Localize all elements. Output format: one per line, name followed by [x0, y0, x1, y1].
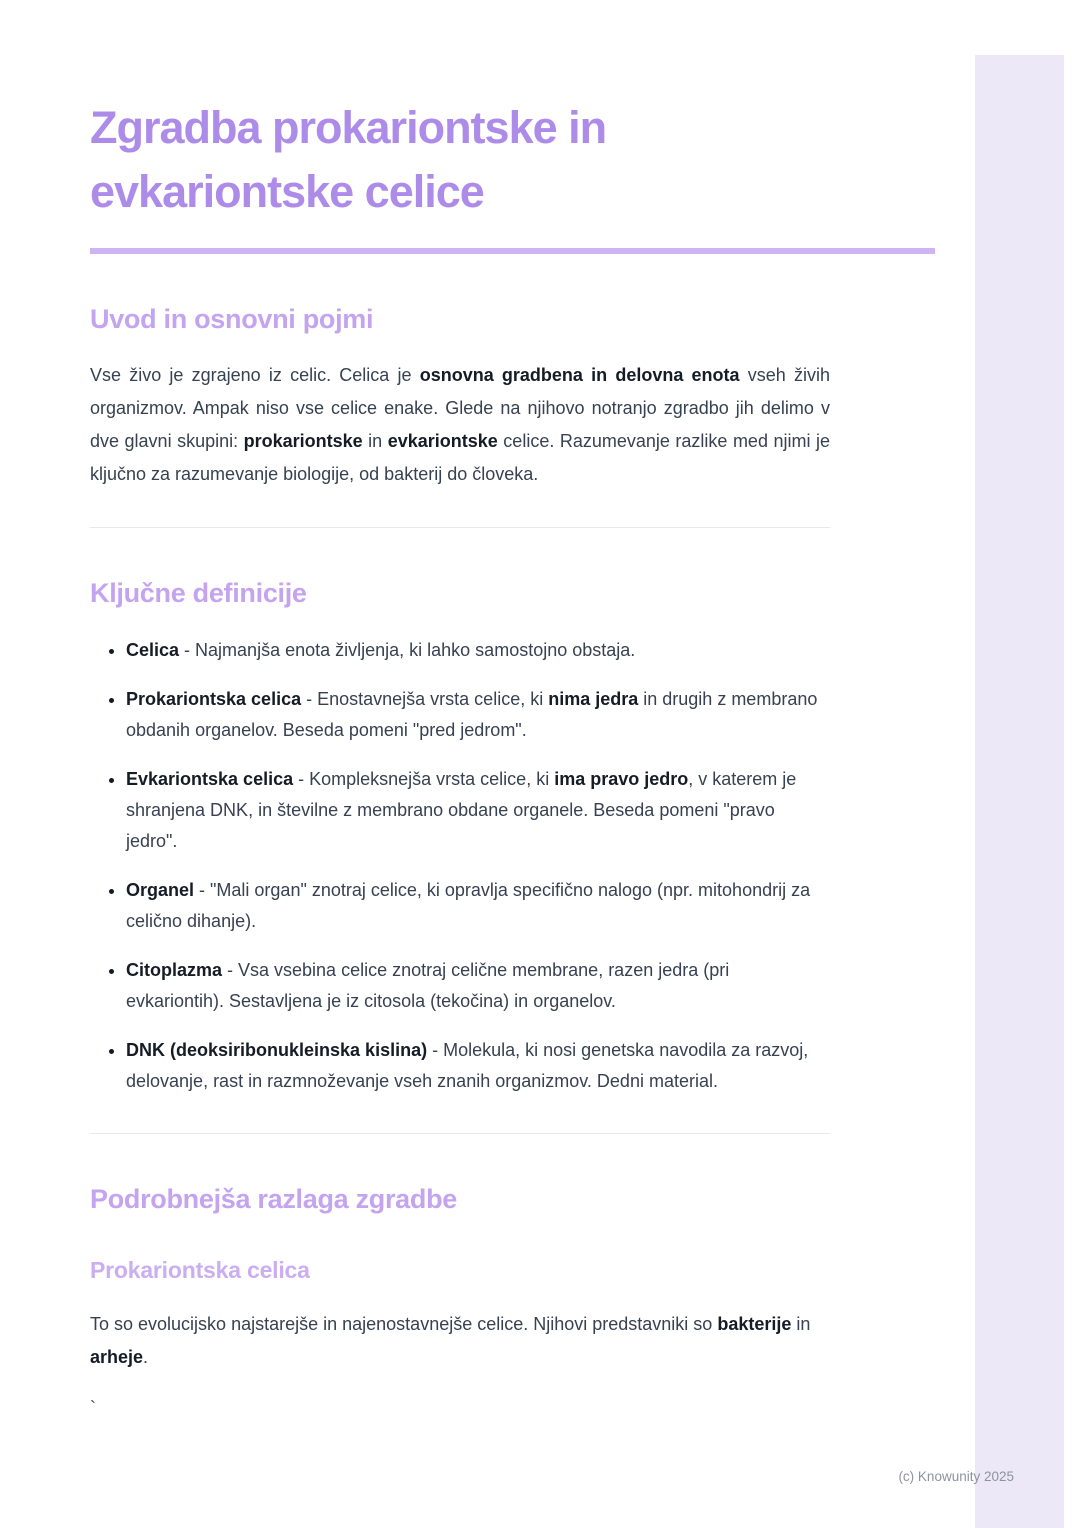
list-item-organel: • Organel - "Mali organ" znotraj celice, ki opravlja specifično nalogo (npr. mitohondrij za celično dihanje). — [126, 875, 830, 937]
page-title-line1: Zgradba prokariontske in — [90, 102, 607, 153]
list-item-dnk: • DNK (deoksiribonukleinska kislina) - Molekula, ki nosi genetska navodila za razvoj, delovanje, rast in razmnoževanje vseh znanih organizmov. Dedni material. — [126, 1035, 830, 1097]
definitions-list — [90, 635, 830, 1097]
subsection-heading-prokariontska: Prokariontska celica — [90, 1257, 310, 1283]
next-page-preview-strip — [975, 55, 1064, 1528]
list-item-evkariontska-celica: • Evkariontska celica - Kompleksnejša vrsta celice, ki ima pravo jedro, v katerem je shranjena DNK, in številne z membrano obdane organele. Beseda pomeni "pravo jedro". — [126, 764, 830, 857]
list-item-prokariontska-celica: • Prokariontska celica - Enostavnejša vrsta celice, ki nima jedra in drugih z membrano obdanih organelov. Beseda pomeni "pred jedrom". — [126, 684, 830, 746]
list-item-celica: • Celica - Najmanjša enota življenja, ki lahko samostojno obstaja. — [126, 635, 830, 666]
stray-backtick-character: ` — [90, 1398, 96, 1418]
section-divider-1 — [90, 527, 830, 528]
section-heading-definitions: Ključne definicije — [90, 578, 307, 608]
page-title-line2: evkariontske celice — [90, 166, 484, 217]
detail-paragraph: To so evolucijsko najstarejše in najenostavnejše celice. Njihovi predstavniki so bakterije in arheje. — [90, 1314, 811, 1367]
footer-credit: (c) Knowunity 2025 — [898, 1469, 1014, 1484]
section-heading-detail: Podrobnejša razlaga zgradbe — [90, 1184, 457, 1214]
page-content — [90, 0, 830, 1419]
section-divider-2 — [90, 1133, 830, 1134]
list-item-citoplazma: • Citoplazma - Vsa vsebina celice znotraj celične membrane, razen jedra (pri evkariontih). Sestavljena je iz citosola (tekočina) in organelov. — [126, 955, 830, 1017]
section-heading-intro: Uvod in osnovni pojmi — [90, 304, 374, 334]
title-underline-rule — [90, 248, 935, 254]
intro-paragraph: Vse živo je zgrajeno iz celic. Celica je osnovna gradbena in delovna enota vseh živih organizmov. Ampak niso vse celice enake. Glede na njihovo notranjo zgradbo jih delimo v dve glavni skupini: prokariontske in evkariontske celice. Razumevanje razlike med njimi je ključno za razumevanje biologije, od bakterij do človeka. — [90, 365, 830, 484]
page-title — [90, 96, 830, 224]
